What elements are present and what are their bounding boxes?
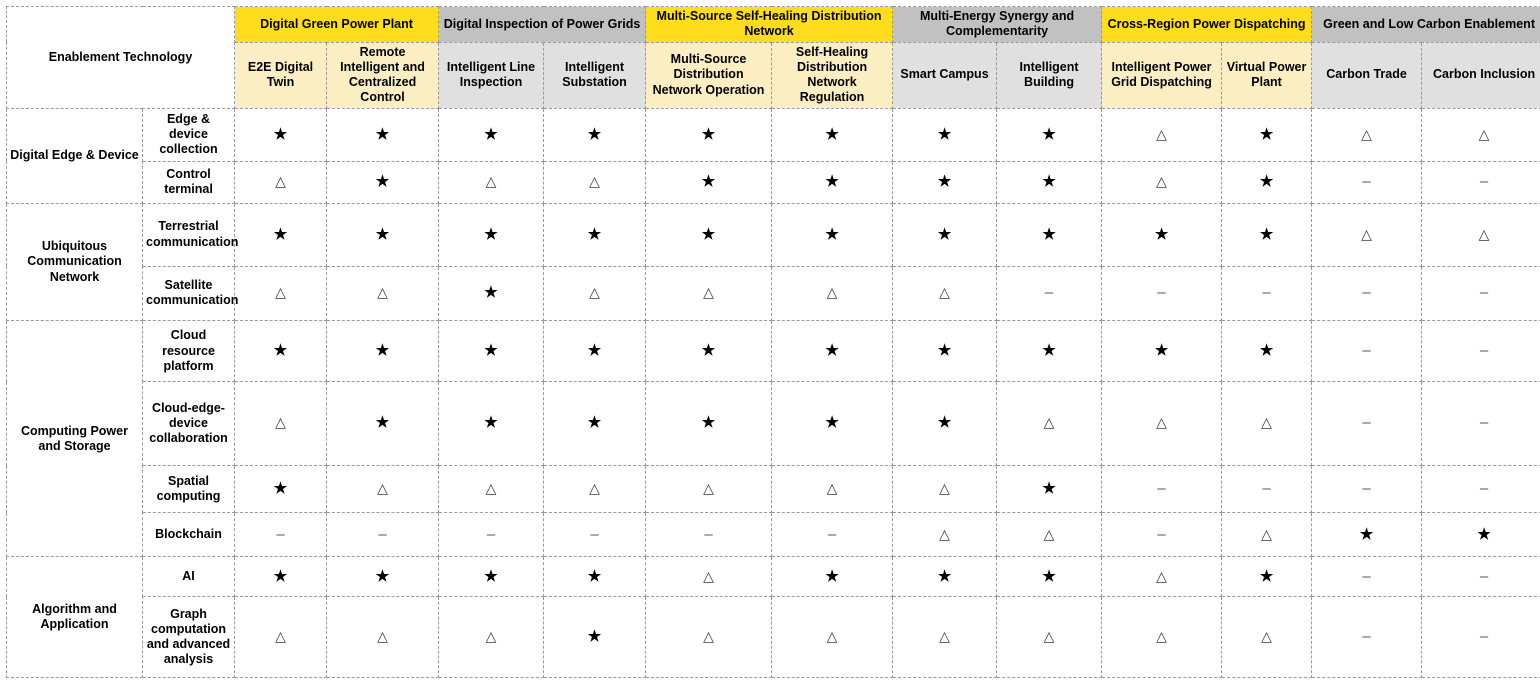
star-icon: ★ (1154, 225, 1169, 243)
tri-icon: △ (703, 567, 714, 584)
matrix-cell-star (772, 557, 893, 597)
tri-icon: △ (1261, 525, 1272, 542)
matrix-cell-tri (1222, 382, 1312, 466)
matrix-cell-dash (1422, 266, 1540, 321)
tri-icon: △ (826, 627, 838, 644)
matrix-cell-star (327, 382, 439, 466)
matrix-cell-star (544, 382, 646, 466)
matrix-cell-tri (1102, 557, 1222, 597)
matrix-cell-tri (1312, 203, 1422, 266)
matrix-cell-dash (646, 513, 772, 557)
star-icon: ★ (825, 225, 839, 243)
tri-icon: △ (1043, 414, 1055, 431)
matrix-cell-star (544, 321, 646, 382)
column-header: Intelligent Building (997, 42, 1102, 108)
star-icon: ★ (937, 414, 952, 432)
star-icon: ★ (825, 173, 839, 191)
matrix-cell-tri (893, 266, 997, 321)
star-icon: ★ (273, 567, 288, 585)
matrix-cell-dash (235, 513, 327, 557)
dash-icon: – (1362, 414, 1371, 432)
matrix-cell-star (544, 557, 646, 597)
matrix-cell-star (1222, 203, 1312, 266)
tri-icon: △ (377, 627, 388, 644)
star-icon: ★ (587, 627, 602, 645)
dash-icon: – (1262, 284, 1271, 302)
tri-icon: △ (703, 627, 714, 644)
star-icon: ★ (701, 342, 716, 360)
matrix-cell-tri (327, 597, 439, 678)
corner-enablement-technology: Enablement Technology (7, 7, 235, 109)
tri-icon: △ (1156, 173, 1167, 190)
matrix-cell-tri (439, 597, 544, 678)
tri-icon: △ (377, 479, 388, 496)
matrix-cell-star (772, 321, 893, 382)
matrix-cell-star (772, 161, 893, 203)
tri-icon: △ (1156, 567, 1167, 584)
star-icon: ★ (375, 173, 390, 191)
row-group-label: Digital Edge & Device (7, 108, 143, 203)
star-icon: ★ (587, 414, 602, 432)
column-header: Carbon Inclusion (1422, 42, 1540, 108)
matrix-cell-tri (544, 266, 646, 321)
matrix-cell-star (646, 203, 772, 266)
star-icon: ★ (375, 225, 390, 243)
row-label: Blockchain (143, 513, 235, 557)
matrix-cell-dash (1422, 161, 1540, 203)
row-label: AI (143, 557, 235, 597)
star-icon: ★ (587, 225, 602, 243)
matrix-cell-tri (1102, 597, 1222, 678)
tri-icon: △ (1156, 627, 1167, 644)
matrix-cell-dash (1312, 321, 1422, 382)
star-icon: ★ (1042, 225, 1056, 243)
row-group-label: Algorithm and Application (7, 557, 143, 678)
dash-icon: – (1044, 284, 1054, 302)
table-row (7, 382, 1540, 466)
matrix-cell-tri (646, 266, 772, 321)
row-label: Cloud resource platform (143, 321, 235, 382)
star-icon: ★ (1259, 567, 1274, 585)
dash-icon: – (827, 525, 837, 543)
matrix-cell-tri (997, 382, 1102, 466)
tri-icon: △ (939, 525, 950, 542)
dash-icon: – (1479, 567, 1489, 585)
matrix-cell-tri (646, 597, 772, 678)
matrix-cell-tri (235, 597, 327, 678)
star-icon: ★ (375, 414, 390, 432)
dash-icon: – (1479, 479, 1489, 497)
star-icon: ★ (701, 414, 716, 432)
star-icon: ★ (937, 567, 952, 585)
matrix-cell-star (997, 321, 1102, 382)
star-icon: ★ (1042, 173, 1056, 191)
star-icon: ★ (375, 125, 390, 143)
dash-icon: – (1157, 284, 1166, 302)
matrix-cell-star (235, 108, 327, 161)
column-group-header: Green and Low Carbon Enablement (1312, 7, 1540, 43)
matrix-cell-star (997, 161, 1102, 203)
tri-icon: △ (703, 284, 714, 301)
star-icon: ★ (937, 225, 952, 243)
star-icon: ★ (701, 125, 716, 143)
column-group-header: Cross-Region Power Dispatching (1102, 7, 1312, 43)
matrix-cell-star (327, 557, 439, 597)
star-icon: ★ (825, 414, 839, 432)
matrix-cell-tri (1102, 108, 1222, 161)
matrix-header (7, 7, 1540, 109)
tri-icon: △ (939, 479, 950, 496)
tri-icon: △ (275, 627, 286, 644)
matrix-cell-dash (544, 513, 646, 557)
dash-icon: – (1479, 342, 1489, 360)
matrix-cell-star (544, 203, 646, 266)
star-icon: ★ (273, 479, 288, 497)
group-header-row (7, 7, 1540, 43)
tri-icon: △ (275, 173, 286, 190)
matrix-cell-tri (439, 466, 544, 513)
matrix-cell-star (1312, 513, 1422, 557)
matrix-cell-star (772, 108, 893, 161)
matrix-cell-star (439, 203, 544, 266)
column-header-row (7, 42, 1540, 108)
matrix-cell-dash (327, 513, 439, 557)
tri-icon: △ (826, 284, 838, 301)
row-group-label: Computing Power and Storage (7, 321, 143, 557)
tri-icon: △ (1156, 125, 1167, 142)
matrix-cell-star (893, 203, 997, 266)
column-header: Intelligent Substation (544, 42, 646, 108)
star-icon: ★ (484, 125, 498, 143)
column-group-header: Digital Inspection of Power Grids (439, 7, 646, 43)
star-icon: ★ (1154, 342, 1169, 360)
matrix-cell-star (439, 557, 544, 597)
dash-icon: – (1479, 414, 1489, 432)
matrix-cell-star (893, 382, 997, 466)
matrix-cell-tri (646, 557, 772, 597)
matrix-cell-star (772, 382, 893, 466)
matrix-body (7, 108, 1540, 678)
matrix-cell-star (439, 108, 544, 161)
star-icon: ★ (1259, 173, 1274, 191)
matrix-cell-star (772, 203, 893, 266)
row-label: Control terminal (143, 161, 235, 203)
matrix-cell-dash (997, 266, 1102, 321)
matrix-cell-star (327, 203, 439, 266)
star-icon: ★ (484, 225, 498, 243)
matrix-cell-star (1222, 161, 1312, 203)
dash-icon: – (486, 525, 496, 543)
matrix-cell-tri (235, 382, 327, 466)
column-group-header: Multi-Source Self-Healing Distribution Network (646, 7, 893, 43)
table-row (7, 597, 1540, 678)
matrix-table (6, 6, 1540, 678)
matrix-cell-dash (1312, 266, 1422, 321)
table-row (7, 161, 1540, 203)
matrix-cell-tri (893, 513, 997, 557)
matrix-cell-star (235, 557, 327, 597)
matrix-cell-tri (772, 597, 893, 678)
dash-icon: – (1479, 284, 1489, 302)
column-header: Intelligent Line Inspection (439, 42, 544, 108)
row-group-label: Ubiquitous Communication Network (7, 203, 143, 321)
tri-icon: △ (485, 479, 497, 496)
matrix-cell-tri (439, 161, 544, 203)
column-header: Intelligent Power Grid Dispatching (1102, 42, 1222, 108)
tri-icon: △ (589, 173, 600, 190)
star-icon: ★ (587, 567, 602, 585)
matrix-cell-dash (1422, 321, 1540, 382)
column-header: Smart Campus (893, 42, 997, 108)
column-group-header: Digital Green Power Plant (235, 7, 439, 43)
tri-icon: △ (1478, 125, 1490, 142)
tri-icon: △ (1156, 414, 1167, 431)
row-label: Cloud-edge-device collaboration (143, 382, 235, 466)
matrix-cell-dash (1312, 597, 1422, 678)
matrix-cell-dash (1222, 266, 1312, 321)
star-icon: ★ (1042, 125, 1056, 143)
dash-icon: – (276, 525, 285, 543)
row-label: Graph computation and advanced analysis (143, 597, 235, 678)
tri-icon: △ (1361, 125, 1372, 142)
star-icon: ★ (484, 342, 498, 360)
matrix-cell-tri (893, 597, 997, 678)
table-row (7, 557, 1540, 597)
matrix-cell-dash (772, 513, 893, 557)
matrix-cell-tri (772, 266, 893, 321)
matrix-cell-star (997, 203, 1102, 266)
dash-icon: – (1362, 479, 1371, 497)
tri-icon: △ (275, 414, 286, 431)
star-icon: ★ (484, 284, 498, 302)
matrix-cell-dash (1312, 382, 1422, 466)
table-row (7, 203, 1540, 266)
tri-icon: △ (485, 173, 497, 190)
matrix-cell-dash (1422, 466, 1540, 513)
matrix-cell-star (1102, 203, 1222, 266)
matrix-cell-dash (439, 513, 544, 557)
matrix-cell-tri (1222, 597, 1312, 678)
dash-icon: – (1262, 479, 1271, 497)
table-row (7, 466, 1540, 513)
tri-icon: △ (939, 284, 950, 301)
star-icon: ★ (1042, 342, 1056, 360)
tri-icon: △ (1478, 225, 1490, 242)
star-icon: ★ (1359, 525, 1374, 543)
matrix-cell-star (235, 203, 327, 266)
dash-icon: – (1157, 525, 1166, 543)
matrix-cell-dash (1422, 597, 1540, 678)
matrix-cell-tri (1422, 108, 1540, 161)
star-icon: ★ (484, 567, 498, 585)
column-header: Virtual Power Plant (1222, 42, 1312, 108)
tri-icon: △ (703, 479, 714, 496)
tri-icon: △ (589, 284, 600, 301)
matrix-cell-star (893, 321, 997, 382)
matrix-cell-star (544, 108, 646, 161)
matrix-cell-tri (1222, 513, 1312, 557)
matrix-cell-star (997, 557, 1102, 597)
column-header: Multi-Source Distribution Network Operation (646, 42, 772, 108)
star-icon: ★ (484, 414, 498, 432)
matrix-cell-star (327, 321, 439, 382)
dash-icon: – (1479, 173, 1489, 191)
matrix-cell-star (646, 382, 772, 466)
dash-icon: – (1362, 567, 1371, 585)
table-row (7, 266, 1540, 321)
tri-icon: △ (826, 479, 838, 496)
matrix-cell-dash (1102, 513, 1222, 557)
tri-icon: △ (1043, 525, 1055, 542)
matrix-cell-star (1222, 321, 1312, 382)
matrix-cell-star (1422, 513, 1540, 557)
star-icon: ★ (937, 342, 952, 360)
matrix-cell-star (439, 266, 544, 321)
tri-icon: △ (1043, 627, 1055, 644)
matrix-cell-star (893, 161, 997, 203)
matrix-cell-dash (1312, 161, 1422, 203)
matrix-cell-star (544, 597, 646, 678)
column-group-header: Multi-Energy Synergy and Complementarity (893, 7, 1102, 43)
matrix-cell-tri (1422, 203, 1540, 266)
tri-icon: △ (275, 284, 286, 301)
matrix-cell-star (646, 108, 772, 161)
dash-icon: – (378, 525, 387, 543)
matrix-cell-star (439, 321, 544, 382)
tri-icon: △ (1261, 627, 1272, 644)
star-icon: ★ (825, 125, 839, 143)
star-icon: ★ (273, 125, 288, 143)
column-header: Self-Healing Distribution Network Regulation (772, 42, 893, 108)
row-label: Spatial computing (143, 466, 235, 513)
matrix-cell-star (646, 321, 772, 382)
dash-icon: – (1362, 627, 1371, 645)
matrix-cell-star (646, 161, 772, 203)
star-icon: ★ (587, 125, 602, 143)
star-icon: ★ (375, 567, 390, 585)
dash-icon: – (1362, 173, 1371, 191)
matrix-cell-star (997, 108, 1102, 161)
star-icon: ★ (1259, 225, 1274, 243)
matrix-cell-dash (1312, 557, 1422, 597)
dash-icon: – (590, 525, 599, 543)
matrix-cell-tri (1312, 108, 1422, 161)
matrix-cell-tri (544, 466, 646, 513)
matrix-cell-star (235, 466, 327, 513)
tri-icon: △ (1261, 414, 1272, 431)
matrix-cell-tri (997, 597, 1102, 678)
matrix-cell-dash (1102, 466, 1222, 513)
column-header: Carbon Trade (1312, 42, 1422, 108)
matrix-cell-star (439, 382, 544, 466)
star-icon: ★ (825, 342, 839, 360)
matrix-cell-star (1102, 321, 1222, 382)
star-icon: ★ (587, 342, 602, 360)
table-row (7, 108, 1540, 161)
star-icon: ★ (375, 342, 390, 360)
star-icon: ★ (1477, 525, 1491, 543)
matrix-cell-dash (1422, 557, 1540, 597)
matrix-cell-tri (327, 266, 439, 321)
matrix-cell-tri (1102, 382, 1222, 466)
dash-icon: – (1479, 627, 1489, 645)
column-header: E2E Digital Twin (235, 42, 327, 108)
matrix-cell-tri (235, 161, 327, 203)
star-icon: ★ (937, 173, 952, 191)
star-icon: ★ (701, 173, 716, 191)
tri-icon: △ (1361, 225, 1372, 242)
table-row (7, 513, 1540, 557)
matrix-cell-star (327, 108, 439, 161)
star-icon: ★ (1259, 342, 1274, 360)
matrix-cell-star (893, 557, 997, 597)
star-icon: ★ (701, 225, 716, 243)
matrix-cell-tri (893, 466, 997, 513)
matrix-cell-dash (1422, 382, 1540, 466)
star-icon: ★ (273, 225, 288, 243)
matrix-cell-tri (997, 513, 1102, 557)
matrix-cell-star (235, 321, 327, 382)
matrix-cell-star (893, 108, 997, 161)
matrix-cell-tri (772, 466, 893, 513)
row-label: Terrestrial communication (143, 203, 235, 266)
star-icon: ★ (1042, 567, 1056, 585)
matrix-cell-tri (327, 466, 439, 513)
row-label: Satellite communication (143, 266, 235, 321)
star-icon: ★ (1042, 479, 1056, 497)
star-icon: ★ (273, 342, 288, 360)
dash-icon: – (1157, 479, 1166, 497)
matrix-cell-star (327, 161, 439, 203)
matrix-cell-dash (1222, 466, 1312, 513)
column-header: Remote Intelligent and Centralized Control (327, 42, 439, 108)
tri-icon: △ (377, 284, 388, 301)
star-icon: ★ (1259, 125, 1274, 143)
tri-icon: △ (939, 627, 950, 644)
tri-icon: △ (589, 479, 600, 496)
dash-icon: – (704, 525, 713, 543)
matrix-cell-star (997, 466, 1102, 513)
matrix-cell-dash (1312, 466, 1422, 513)
tri-icon: △ (485, 627, 497, 644)
matrix-cell-star (1222, 557, 1312, 597)
matrix-cell-tri (235, 266, 327, 321)
dash-icon: – (1362, 342, 1371, 360)
matrix-cell-tri (1102, 161, 1222, 203)
matrix-cell-star (1222, 108, 1312, 161)
matrix-cell-tri (544, 161, 646, 203)
matrix-cell-dash (1102, 266, 1222, 321)
dash-icon: – (1362, 284, 1371, 302)
star-icon: ★ (937, 125, 952, 143)
row-label: Edge & device collection (143, 108, 235, 161)
matrix-cell-tri (646, 466, 772, 513)
star-icon: ★ (825, 567, 839, 585)
table-row (7, 321, 1540, 382)
